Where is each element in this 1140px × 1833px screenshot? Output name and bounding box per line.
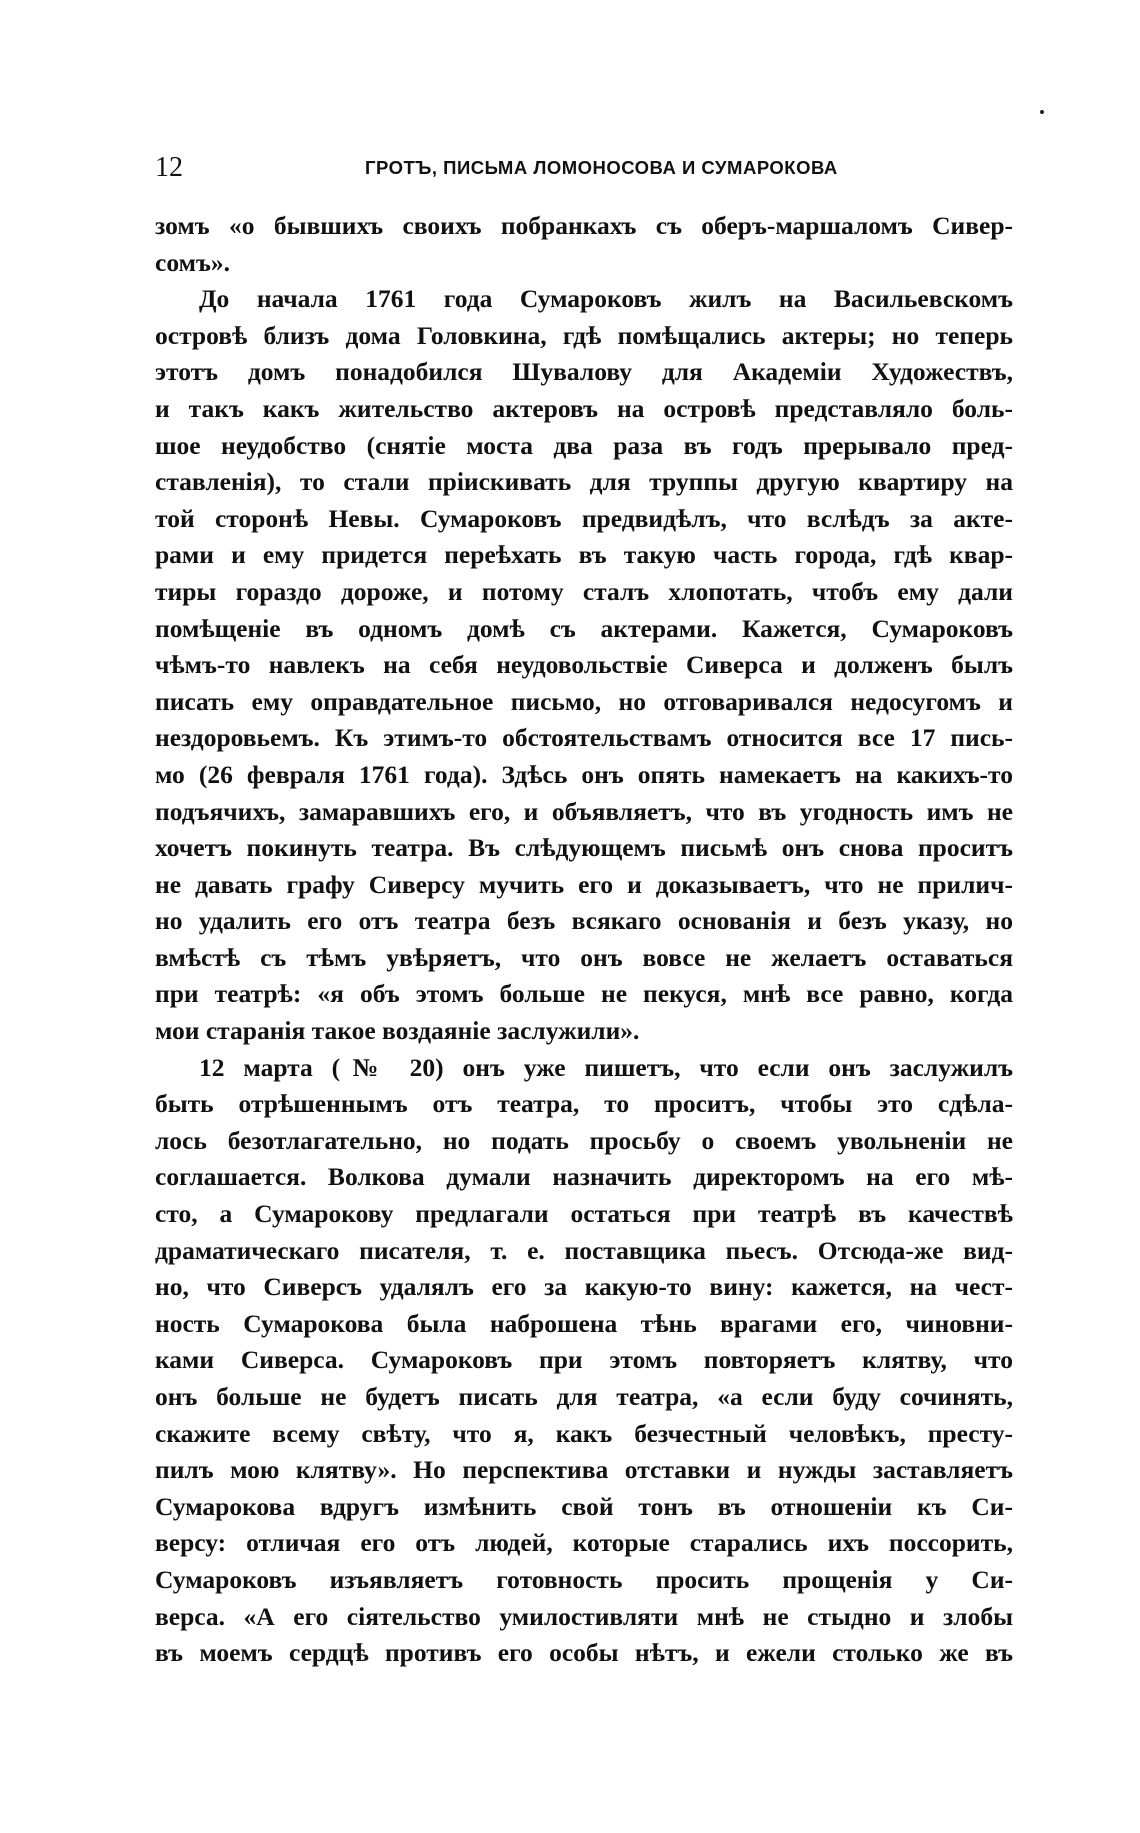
text-line: но удалить его отъ театра безъ всякаго основанія и безъ указу, но <box>155 906 1013 936</box>
text-line: и такъ какъ жительство актеровъ на островѣ представляло боль- <box>155 393 1013 423</box>
text-line: этотъ домъ понадобился Шувалову для Академіи Художествъ, <box>155 357 1013 387</box>
running-title: ГРОТЪ, ПИСЬМА ЛОМОНОСОВА И СУМАРОКОВА <box>365 157 838 178</box>
text-line: вмѣстѣ съ тѣмъ увѣряетъ, что онъ вовсе не желаетъ оставаться <box>155 942 1013 972</box>
text-line: островѣ близъ дома Головкина, гдѣ помѣщались актеры; но теперь <box>155 320 1013 350</box>
text-line: тиры гораздо дороже, и потому сталъ хлопотать, чтобъ ему дали <box>155 576 1013 606</box>
text-line: шое неудобство (снятіе моста два раза въ годъ прерывало пред- <box>155 430 1013 460</box>
text-line: ставленія), то стали пріискивать для труппы другую квартиру на <box>155 467 1013 497</box>
text-line: хочетъ покинуть театра. Въ слѣдующемъ письмѣ онъ снова проситъ <box>155 833 1013 863</box>
text-line: верса. «А его сіятельство умилостивляти мнѣ не стыдно и злобы <box>155 1601 1013 1631</box>
text-line: зомъ «о бывшихъ своихъ побранкахъ съ оберъ-маршаломъ Сивер- <box>155 211 1013 240</box>
text-line: при театрѣ: «я объ этомъ больше не пекуся, мнѣ все равно, когда <box>155 979 1013 1009</box>
text-line: чѣмъ-то навлекъ на себя неудовольствіе Сиверса и долженъ былъ <box>155 650 1013 680</box>
body-text <box>155 208 1013 1672</box>
text-line: лось безотлагательно, но подать просьбу о своемъ увольненіи не <box>155 1125 1013 1155</box>
text-line: Сумарокова вдругъ измѣнить свой тонъ въ отношеніи къ Си- <box>155 1491 1013 1521</box>
text-line: 12 марта (№ 20) онъ уже пишетъ, что если онъ заслужилъ <box>199 1052 1013 1082</box>
text-line: онъ больше не будетъ писать для театра, «а если буду сочинять, <box>155 1382 1013 1411</box>
text-line: соглашается. Волкова думали назначить директоромъ на его мѣ- <box>155 1162 1013 1192</box>
text-line: писать ему оправдательное письмо, но отговаривался недосугомъ и <box>155 686 1013 716</box>
print-speck <box>1040 110 1044 114</box>
text-line: помѣщеніе въ одномъ домѣ съ актерами. Кажется, Сумароковъ <box>155 613 1013 643</box>
text-line: подъячихъ, замаравшихъ его, и объявляетъ, что въ угодность имъ не <box>155 796 1013 826</box>
text-line: быть отрѣшеннымъ отъ театра, то проситъ, чтобы это сдѣла- <box>155 1089 1013 1119</box>
text-line: мо (26 февраля 1761 года). Здѣсь онъ опять намекаетъ на какихъ-то <box>155 759 1013 789</box>
text-line: той сторонѣ Невы. Сумароковъ предвидѣлъ, что вслѣдъ за акте- <box>155 503 1013 533</box>
text-line: нездоровьемъ. Къ этимъ-то обстоятельствамъ относится все 17 пись- <box>155 723 1013 753</box>
text-line: До начала 1761 года Сумароковъ жилъ на Васильевскомъ <box>199 284 1013 314</box>
text-line: мои старанія такое воздаяніе заслужили». <box>155 1016 640 1046</box>
text-line: рами и ему придется переѣхать въ такую часть города, гдѣ квар- <box>155 540 1013 570</box>
text-line: сомъ». <box>155 247 230 277</box>
text-line: Сумароковъ изъявляетъ готовность просить прощенія у Си- <box>155 1564 1013 1594</box>
page-header <box>155 148 1013 188</box>
text-line: въ моемъ сердцѣ противъ его особы нѣтъ, и ежели столько же въ <box>155 1638 1013 1668</box>
text-line: скажите всему свѣту, что я, какъ безчестный человѣкъ, престу- <box>155 1418 1013 1448</box>
text-line: не давать графу Сиверсу мучить его и доказываетъ, что не прилич- <box>155 869 1013 899</box>
page-number: 12 <box>155 152 183 183</box>
text-line: драматическаго писателя, т. е. поставщика пьесъ. Отсюда-же вид- <box>155 1235 1013 1265</box>
text-line: пилъ мою клятву». Но перспектива отставки и нужды заставляетъ <box>155 1455 1013 1485</box>
text-line: сто, а Сумарокову предлагали остаться при театрѣ въ качествѣ <box>155 1199 1013 1229</box>
text-line: ками Сиверса. Сумароковъ при этомъ повторяетъ клятву, что <box>155 1345 1013 1375</box>
text-line: ность Сумарокова была наброшена тѣнь врагами его, чиновни- <box>155 1308 1013 1338</box>
text-line: версу: отличая его отъ людей, которые старались ихъ поссорить, <box>155 1528 1013 1558</box>
text-line: но, что Сиверсъ удалялъ его за какую-то вину: кажется, на чест- <box>155 1272 1013 1302</box>
